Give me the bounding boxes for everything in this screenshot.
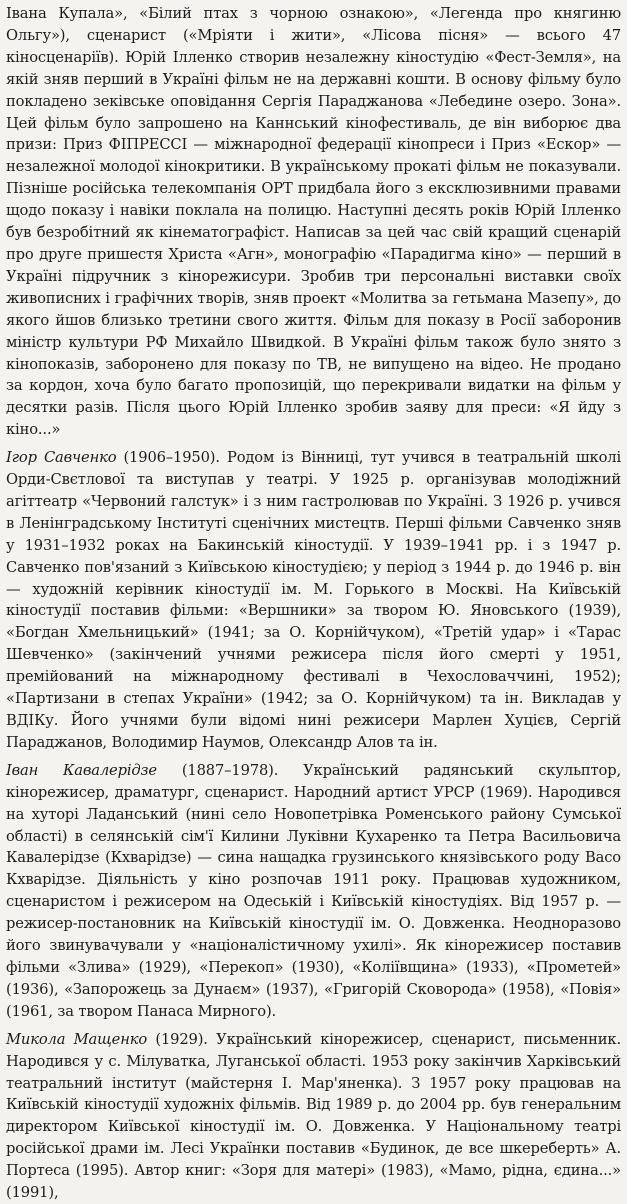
paragraph-mashchenko-text: (1929). Український кінорежисер, сценарист, письменник. Народився у с. Мілуватка, Луганської області. 1953 року закінчив Харківський театральний інститут (майстерня І. Мар'яненка). З 1957 року працював на Київській кіностудії художніх фільмів. Від 1989 р. до 2004 рр. був генеральним директором Київської кіностудії ім. О. Довженка. У Національному театрі російської драми ім. Лесі Українки поставив «Будинок, де все шкереберть» А. Портеса (1995). Автор книг: «Зоря для матері» (1983), «Мамо, рідна, єдина...» (1991),	[6, 1030, 621, 1202]
paragraph-illenko-text: Івана Купала», «Білий птах з чорною ознакою», «Легенда про княгиню Ольгу»), сценарист («Мріяти і жити», «Лісова пісня» — всього 47 кіносценаріїв). Юрій Ілленко створив незалежну кіностудію «Фест-Земля», на якій зняв перший в Україні фільм не на державні кошти. В основу фільму було покладено зеківське оповідання Сергія Параджанова «Лебедине озеро. Зона». Цей фільм було запрошено на Каннський кінофестиваль, де він виборює два призи: Приз ФІПРЕССІ — міжнародної федерації кінопреси і Приз «Ескор» — незалежної молодої кінокритики. В українському прокаті фільм не показували. Пізніше російська телекомпанія ОРТ придбала його з ексклюзивними правами щодо показу і навіки поклала на полицю. Наступні десять років Юрій Ілленко був безробітний як кінематографіст. Написав за цей час свій кращий сценарій про друге пришестя Христа «Агн», монографію «Парадигма кіно» — перший в Україні підручник з кінорежисури. Зробив три персональні виставки своїх живописних і графічних творів, зняв проект «Молитва за гетьмана Мазепу», до якого йшов близько третини свого життя. Фільм для показу в Росії заборонив міністр культури РФ Михайло Швидкой. В Україні фільм також було знято з кінопоказів, заборонено для показу по ТВ, не випущено на відео. Не продано за кордон, хоча було багато пропозицій, що перекривали видатки на фільм у десятки разів. Після цього Юрій Ілленко зробив заяву для преси: «Я йду з кіно...»	[6, 5, 621, 439]
paragraph-mashchenko	[6, 1029, 621, 1204]
person-name-savchenko: Ігор Савченко	[6, 449, 117, 467]
paragraph-savchenko	[6, 447, 621, 754]
person-name-mashchenko: Микола Мащенко	[6, 1030, 148, 1048]
paragraph-kavaleridze	[6, 760, 621, 1023]
person-name-kavaleridze: Іван Кавалерідзе	[6, 761, 157, 779]
paragraph-kavaleridze-text: (1887–1978). Український радянський скульптор, кінорежисер, драматург, сценарист. Народний артист УРСР (1969). Народився на хуторі Ладанський (нині село Новопетрівка Роменського району Сумської області) в селянській сім'ї Килини Луківни Кухаренко та Петра Васильовича Кавалерідзе (Кхварідзе) — сина нащадка грузинського князівського роду Васо Кхварідзе. Діяльність у кіно розпочав 1911 року. Працював художником, сценаристом і режисером на Одеській і Київській кіностудіях. Від 1957 р. — режисер-постановник на Київській кіностудії ім. О. Довженка. Неодноразово його звинувачували у «націоналістичному ухилі». Як кінорежисер поставив фільми «Злива» (1929), «Перекоп» (1930), «Коліївщина» (1933), «Прометей» (1936), «Запорожець за Дунаєм» (1937), «Григорій Сковорода» (1958), «Повія» (1961, за твором Панаса Мирного).	[6, 761, 621, 1020]
paragraph-illenko	[6, 3, 621, 441]
paragraph-savchenko-text: (1906–1950). Родом із Вінниці, тут учився в театральній школі Орди-Свєтлової та виступав у театрі. У 1925 р. організував молодіжний агіттеатр «Червоний галстук» і з ним гастролював по Україні. З 1926 р. учився в Ленінградському Інституті сценічних мистецтв. Перші фільми Савченко зняв у 1931–1932 роках на Бакинській кіностудії. У 1939–1941 рр. і з 1947 р. Савченко пов'язаний з Київською кіностудією; у період з 1944 р. до 1946 р. він — художній керівник кіностудії ім. М. Горького в Москві. На Київській кіностудії поставив фільми: «Вершники» за твором Ю. Яновського (1939), «Богдан Хмельницький» (1941; за О. Корнійчуком), «Третій удар» і «Тарас Шевченко» (закінчений учнями режисера після його смерті у 1951, премійований на міжнародному фестивалі в Чехословаччині, 1952); «Партизани в степах України» (1942; за О. Корнійчуком) та ін. Викладав у ВДІКу. Його учнями були відомі нині режисери Марлен Хуцієв, Сергій Параджанов, Володимир Наумов, Олександр Алов та ін.	[6, 449, 621, 751]
